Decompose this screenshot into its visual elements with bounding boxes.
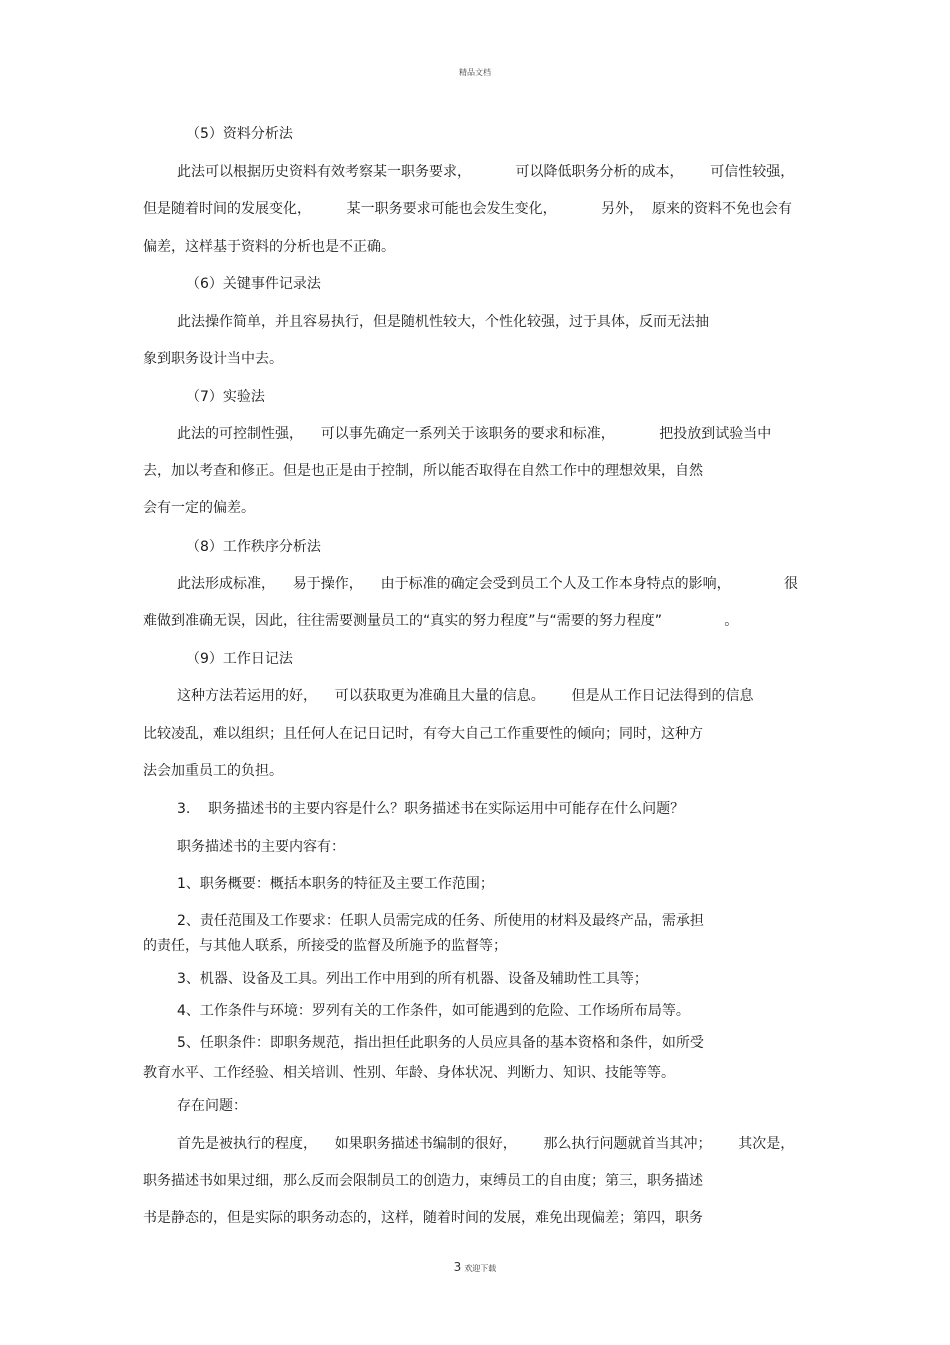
page-number: 3 <box>453 1260 462 1274</box>
paragraph-line: 这种方法若运用的好， 可以获取更为准确且大量的信息。 但是从工作日记法得到的信息 <box>177 688 754 704</box>
list-item: 4、工作条件与环境：罗列有关的工作条件，如可能遇到的危险、工作场所布局等。 <box>177 1003 690 1019</box>
paragraph-line: 象到职务设计当中去。 <box>143 351 283 367</box>
paragraph-line: 此法形成标准， 易于操作， 由于标准的确定会受到员工个人及工作本身特点的影响， 很 <box>177 576 799 592</box>
paragraph-line: 法会加重员工的负担。 <box>143 763 283 779</box>
paragraph-line: 职务描述书如果过细，那么反而会限制员工的创造力，束缚员工的自由度；第三，职务描述 <box>143 1173 703 1189</box>
paragraph-line: 此法操作简单，并且容易执行，但是随机性较大，个性化较强，过于具体，反而无法抽 <box>177 314 709 330</box>
list-item: 1、职务概要：概括本职务的特征及主要工作范围； <box>177 876 494 892</box>
paragraph-line: 首先是被执行的程度， 如果职务描述书编制的很好， 那么执行问题就首当其冲； 其次是， <box>177 1136 795 1152</box>
paragraph-line: 难做到准确无误，因此，往往需要测量员工的“真实的努力程度”与“需要的努力程度” 。 <box>143 613 739 629</box>
paragraph-line: 比较凌乱，难以组织；且任何人在记日记时，有夸大自己工作重要性的倾向；同时，这种方 <box>143 726 703 742</box>
section-heading-8: （8）工作秩序分析法 <box>186 539 321 555</box>
paragraph-line: 会有一定的偏差。 <box>143 500 255 516</box>
section-heading-9: （9）工作日记法 <box>186 651 293 667</box>
list-item-continuation: 的责任，与其他人联系，所接受的监督及所施予的监督等； <box>143 938 507 954</box>
paragraph-line: 此法的可控制性强， 可以事先确定一系列关于该职务的要求和标准， 把投放到试验当中 <box>177 426 772 442</box>
list-item-continuation: 教育水平、工作经验、相关培训、性别、年龄、身体状况、判断力、知识、技能等等。 <box>143 1065 675 1081</box>
section-heading-7: （7）实验法 <box>186 389 265 405</box>
question-heading: 3. 职务描述书的主要内容是什么？职务描述书在实际运用中可能存在什么问题？ <box>177 801 685 817</box>
paragraph-line: 此法可以根据历史资料有效考察某一职务要求， 可以降低职务分析的成本， 可信性较强， <box>177 164 795 180</box>
list-item: 5、任职条件：即职务规范，指出担任此职务的人员应具备的基本资格和条件，如所受 <box>177 1035 704 1051</box>
paragraph-line: 职务描述书的主要内容有： <box>177 839 345 855</box>
page-header: 精品文档 <box>459 68 491 77</box>
list-item: 3、机器、设备及工具。列出工作中用到的所有机器、设备及辅助性工具等； <box>177 971 648 987</box>
paragraph-line: 偏差，这样基于资料的分析也是不正确。 <box>143 239 395 255</box>
paragraph-line: 去，加以考查和修正。但是也正是由于控制，所以能否取得在自然工作中的理想效果，自然 <box>143 463 703 479</box>
page-footer <box>0 1260 950 1274</box>
paragraph-line: 但是随着时间的发展变化， 某一职务要求可能也会发生变化， 另外， 原来的资料不免也会有 <box>143 201 793 217</box>
paragraph-line: 书是静态的，但是实际的职务动态的，这样，随着时间的发展，难免出现偏差；第四，职务 <box>143 1210 703 1226</box>
paragraph-line: 存在问题： <box>177 1098 247 1114</box>
section-heading-5: （5）资料分析法 <box>186 126 293 142</box>
footer-text: 欢迎下载 <box>464 1264 497 1273</box>
section-heading-6: （6）关键事件记录法 <box>186 276 321 292</box>
list-item: 2、责任范围及工作要求：任职人员需完成的任务、所使用的材料及最终产品，需承担 <box>177 913 704 929</box>
